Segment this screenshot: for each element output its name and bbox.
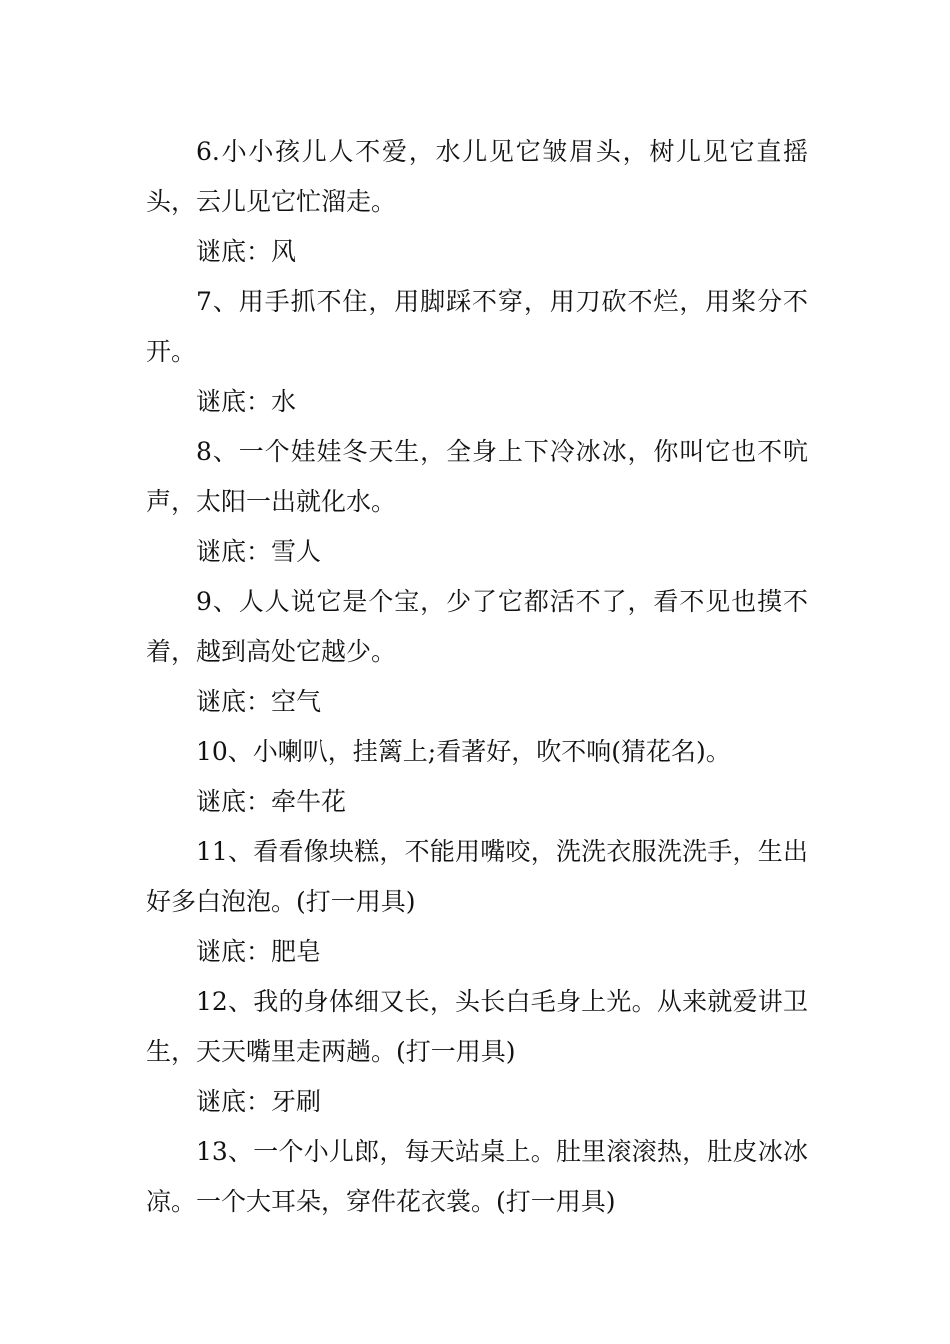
riddle-10-answer: 谜底：牵牛花 [196,787,347,816]
riddle-12-answer: 谜底：牙刷 [196,1087,322,1116]
riddle-8-answer: 谜底：雪人 [196,537,322,566]
riddle-6-question: 6.小小孩儿人不爱，水儿见它皱眉头，树儿见它直摇头，云儿见它忙溜走。 [146,137,808,216]
document-page [146,127,808,1227]
riddle-8-question: 8、一个娃娃冬天生，全身上下冷冰冰，你叫它也不吭声，太阳一出就化水。 [146,437,808,516]
riddle-12-question: 12、我的身体细又长，头长白毛身上光。从来就爱讲卫生，天天嘴里走两趟。(打一用具) [146,987,808,1066]
riddle-13-question: 13、一个小儿郎，每天站桌上。肚里滚滚热，肚皮冰冰凉。一个大耳朵，穿件花衣裳。(打一用具) [146,1137,808,1216]
riddle-7-question: 7、用手抓不住，用脚踩不穿，用刀砍不烂，用桨分不开。 [146,287,808,366]
riddle-11-answer: 谜底：肥皂 [196,937,322,966]
riddle-7-answer: 谜底：水 [196,387,297,416]
riddle-9-answer: 谜底：空气 [196,687,322,716]
riddle-10-question: 10、小喇叭，挂篱上;看著好，吹不响(猜花名)。 [196,737,731,766]
riddle-9-question: 9、人人说它是个宝，少了它都活不了，看不见也摸不着，越到高处它越少。 [146,587,808,666]
riddle-11-question: 11、看看像块糕，不能用嘴咬，洗洗衣服洗洗手，生出好多白泡泡。(打一用具) [146,837,808,916]
riddle-6-answer: 谜底：风 [196,237,297,266]
